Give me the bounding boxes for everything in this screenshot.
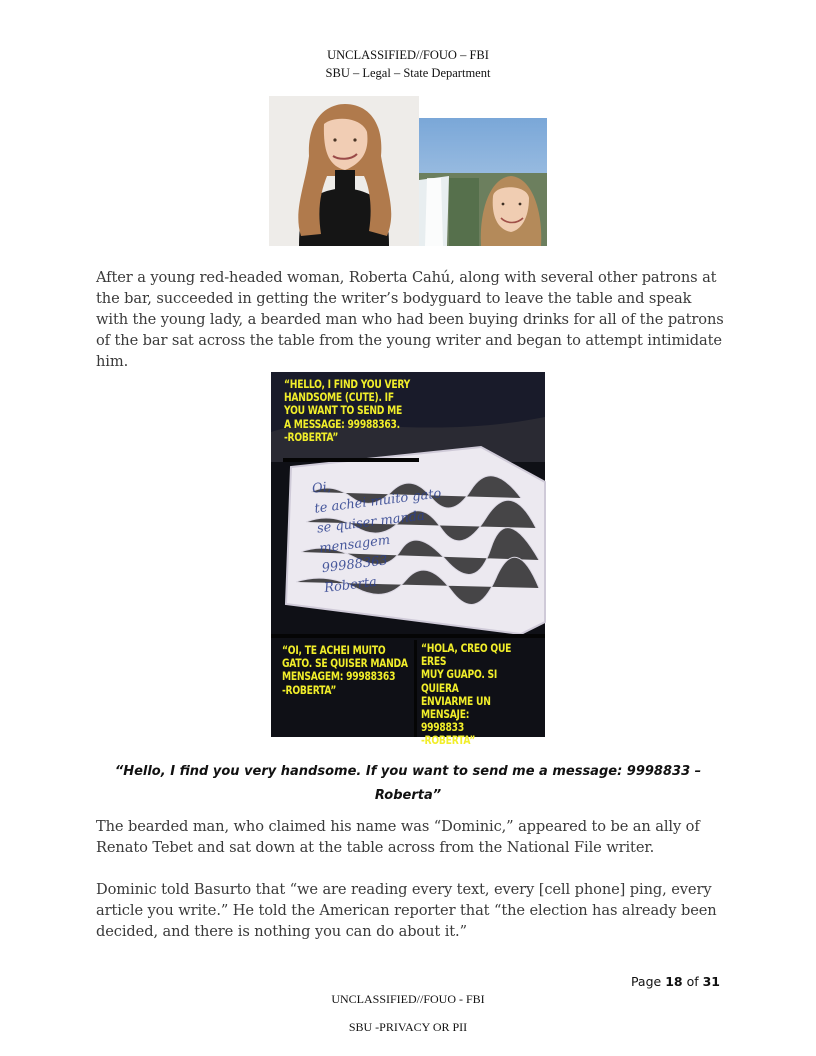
caption-line-2: Roberta” — [374, 788, 442, 803]
header-agency-line: SBU – Legal – State Department — [325, 66, 491, 80]
napkin-english-translation: “HELLO, I FIND YOU VERY HANDSOME (CUTE). IF YOU WANT TO SEND ME A MESSAGE: 99988363. -ROBERTA” — [284, 378, 411, 444]
body-paragraph-roberta: After a young red-headed woman, Roberta Cahú, along with several other patrons at the bar, succeeded in getting the writer’s bodyguard to leave the table and speak with the young lady, a bearded man who had been buying drinks for all of the patrons of the bar sat across the table from the young writer and began to attempt intimidate him. — [96, 269, 724, 370]
page-number — [631, 974, 720, 989]
page-number-of: of — [682, 974, 703, 989]
image-caption — [96, 760, 720, 808]
footer-classification: UNCLASSIFIED//FOUO - FBI — [331, 992, 485, 1006]
page-number-current: 18 — [665, 974, 683, 989]
selfie-photo-woman-waterfall — [419, 118, 547, 246]
napkin-handwritten-note: Oi, te achei muito gato se quiser manda mensagem 99988363 Roberta — [311, 479, 443, 597]
footer-privacy-marking: SBU -PRIVACY OR PII — [348, 1020, 468, 1034]
napkin-note-image — [271, 372, 545, 748]
body-paragraph-threat: Dominic told Basurto that “we are reading every text, every [cell phone] ping, every article you write.” He told the American reporter that “the election has already been decided, and there is nothing you can do about it.” — [96, 881, 717, 940]
header-classification: UNCLASSIFIED//FOUO – FBI — [327, 48, 489, 62]
napkin-portuguese-text: “OI, TE ACHEI MUITO GATO. SE QUISER MANDA MENSAGEM: 99988363 -ROBERTA” — [282, 644, 408, 697]
body-paragraph-dominic: The bearded man, who claimed his name was “Dominic,” appeared to be an ally of Renato Tebet and sat down at the table across from the National File writer. — [96, 818, 700, 856]
napkin-spanish-translation: “HOLA, CREO QUE ERES MUY GUAPO. SI QUIERA ENVIARME UN MENSAJE: 9998833 -ROBERTA” — [421, 642, 512, 748]
portrait-photo-woman-long-hair — [269, 96, 419, 246]
page-number-total: 31 — [702, 974, 720, 989]
caption-line-1: “Hello, I find you very handsome. If you want to send me a message: 9998833 – — [114, 764, 702, 779]
page-number-prefix: Page — [630, 974, 666, 989]
